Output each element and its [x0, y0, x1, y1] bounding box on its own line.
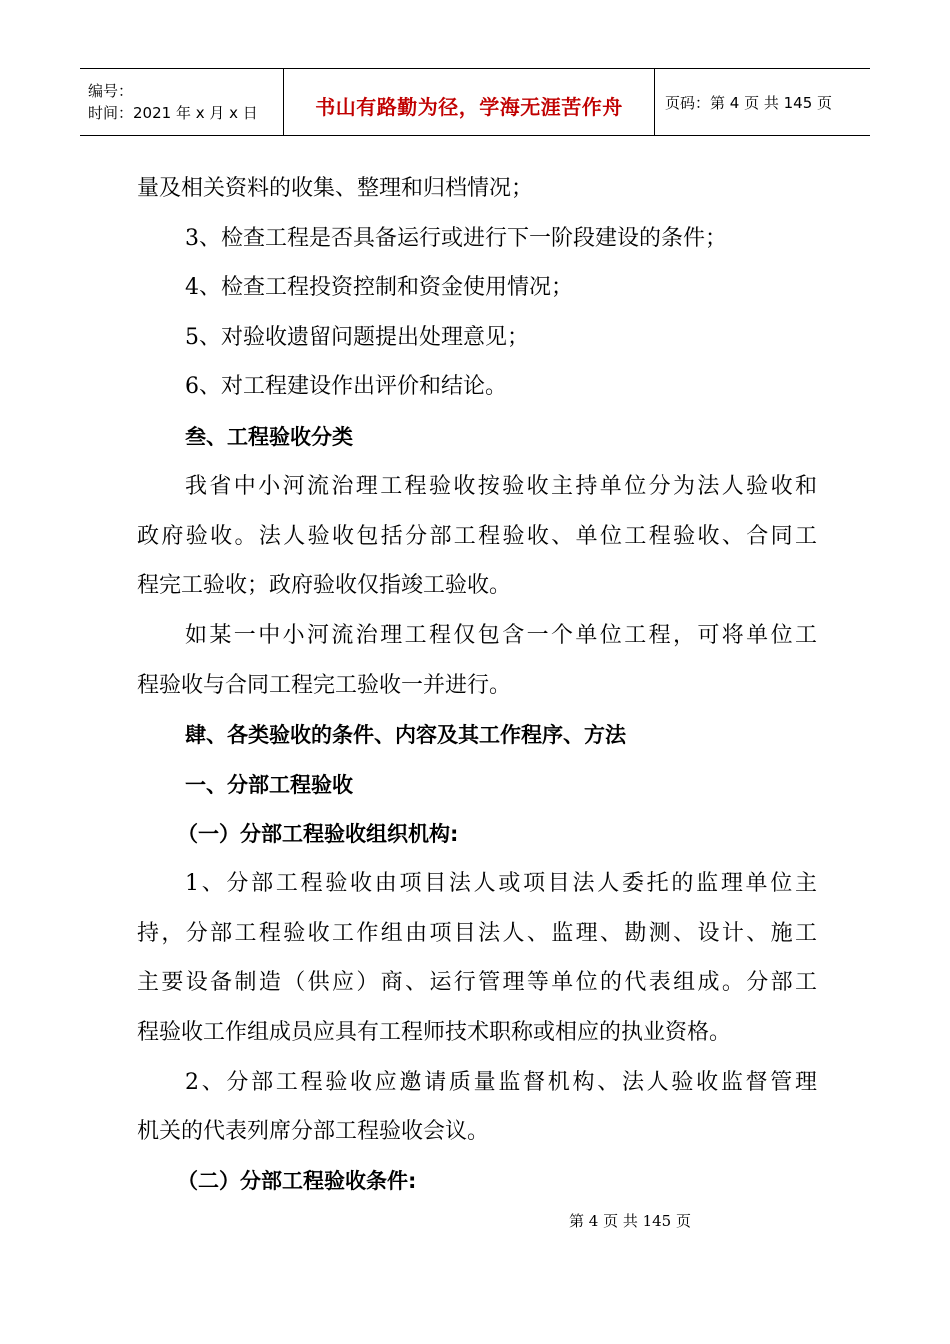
- subsection-heading: （二）分部工程验收条件:: [177, 1169, 417, 1193]
- paragraph-line: 程完工验收；政府验收仅指竣工验收。: [137, 573, 512, 598]
- page-footer: [0, 1210, 950, 1231]
- header-page-cell: [655, 69, 870, 135]
- paragraph-line: 我省中小河流治理工程验收按验收主持单位分为法人验收和: [185, 474, 817, 499]
- subsection-heading: （一）分部工程验收组织机构:: [177, 822, 459, 846]
- section-heading: 叁、工程验收分类: [185, 425, 353, 449]
- footer-page-number: 第 4 页 共 145 页: [568, 1212, 691, 1230]
- list-item: 5、对验收遗留问题提出处理意见；: [185, 325, 529, 350]
- document-header: [80, 68, 870, 136]
- paragraph-line: 2、分部工程验收应邀请质量监督机构、法人验收监督管理: [185, 1070, 817, 1095]
- header-meta: [80, 69, 283, 135]
- paragraph-line: 如某一中小河流治理工程仅包含一个单位工程，可将单位工: [185, 623, 817, 648]
- header-page-info: 页码：第 4 页 共 145 页: [665, 93, 833, 112]
- paragraph-line: 1、分部工程验收由项目法人或项目法人委托的监理单位主: [185, 871, 817, 896]
- header-motto: 书山有路勤为径，学海无涯苦作舟: [315, 94, 623, 119]
- document-date: 时间：2021 年 x 月 x 日: [88, 104, 258, 122]
- paragraph-line: 政府验收。法人验收包括分部工程验收、单位工程验收、合同工: [137, 524, 817, 549]
- paragraph-line: 持，分部工程验收工作组由项目法人、监理、勘测、设计、施工: [137, 921, 817, 946]
- paragraph-line: 主要设备制造（供应）商、运行管理等单位的代表组成。分部工: [137, 970, 817, 995]
- list-item: 3、检查工程是否具备运行或进行下一阶段建设的条件；: [185, 226, 727, 251]
- list-item: 4、检查工程投资控制和资金使用情况；: [185, 275, 573, 300]
- paragraph-line: 机关的代表列席分部工程验收会议。: [137, 1119, 490, 1144]
- document-number-label: 编号：: [88, 82, 134, 100]
- paragraph-line: 程验收工作组成员应具有工程师技术职称或相应的执业资格。: [137, 1020, 732, 1045]
- section-heading: 肆、各类验收的条件、内容及其工作程序、方法: [185, 723, 626, 747]
- paragraph-line: 量及相关资料的收集、整理和归档情况；: [137, 176, 534, 201]
- header-motto-cell: [283, 69, 655, 135]
- paragraph-line: 程验收与合同工程完工验收一并进行。: [137, 673, 512, 698]
- list-item: 6、对工程建设作出评价和结论。: [185, 374, 507, 399]
- subsection-heading: 一、分部工程验收: [185, 773, 353, 797]
